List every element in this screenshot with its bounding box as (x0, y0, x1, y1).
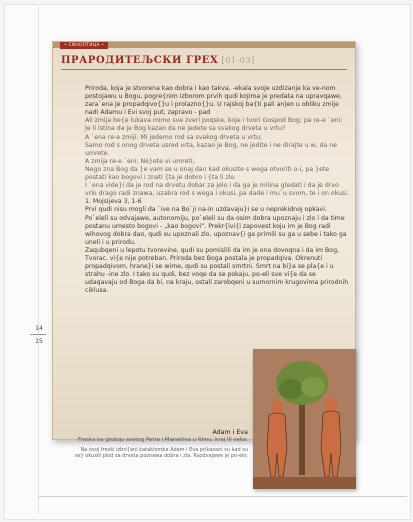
caption-description: Na ovoj freski izbri{ani kataklomba Adam i Eva prikazani su kad su ve} okusili plod sa drveta poznawa dobra i zla. Razdvajawe je po-elo. (74, 447, 248, 460)
paragraph: Priroda, koja je stvorena kao dobra i kao takva, -ekala svoje uzdizanje ka ve-nom postojawu u Bogu, pogre{nim izborom prvih qudi kojima je predata na upravqawe, zara`ena je propadqivo{}u i prolazno{}u. U rajskoj ba{ti pali an|eo u obliku zmije nadi Adamu i Evi svoj put, zapravo - pad (85, 85, 342, 117)
scripture-line: A zmija re-e `eni: Ne}ete vi umreti; (85, 157, 195, 165)
scripture-line: Nego zna Bog da }e vam se u onaj dan kad okusite s wega otvoriti o-i, pa }ete postati kao bogovi i znati {ta je dobro i {ta li zlo. (85, 165, 330, 182)
page-margin-rule (38, 6, 39, 514)
page-number-right: 15 (35, 338, 43, 345)
fresco-adam-eve-illustration (253, 349, 356, 489)
category-tag: • СИНОПТИЦА • (60, 42, 108, 49)
scripture-line: Ali zmija be{e lukava mimo sve zveri poqske, koje i tvori Gospod Bog; pa re-e `eni: Je li istina da je Bog kazao da ne jedete sa svakog drveta u vrtu? (85, 117, 343, 133)
page-number-divider (30, 334, 46, 335)
title-underline (61, 69, 347, 70)
scripture-citation: 1. Mojsijeva 3, 1-6 (85, 198, 142, 206)
article-title-text: ПРАРОДИТЕЉСКИ ГРЕХ (61, 55, 219, 66)
figure-caption (72, 429, 248, 460)
paragraph: Prvi qudi nisu mogli da `ive na Bo`ji na-in uzdavaju}i se u neprekidnoj opkavi. Po`eleli su odvajawe, autonomiju, po`eleli su da osim dobra upoznaju i zlo i da time postanu umesto bogovi - „kao bogovi“. Prekr{ivi{i zapovest koju im je Bog radi wihovog dobra dao, qudi su upoznali zlo, upoznav{i ga primili su ga u sebe i tako ga uneli i u prirodu. (85, 206, 347, 246)
scripture-line: Samo rod s onog drveta usred vrta, kazao je Bog, ne jedite i ne dirajte u w, da ne umrete. (85, 141, 337, 157)
paragraph: Zaqubqeni u lepotu tvorevine, qudi su pomislili da im je ona dovoqna i da im Bog, Tvorac, vi{e nije potreban. Priroda bez Boga postala je propadqiva. Okrenuti propadqivom, hrane}i se wime, qudi su postali smrtni. Smrt na bi}a se pla{e i u strahu -ine zlo. I tako su qudi, bez voqe da se pokaju, po-eli sve vi{e da se udaqavaju od Boga da bi, na kraju, ostali zarobqeni u sumornim krugovima prirodnih ciklusa. (85, 246, 349, 295)
caption-subtitle: Freska na grobqu svetog Petra i Marselina u Rimu, kraj III veka. (77, 437, 248, 443)
article-reference: [01-03] (221, 56, 255, 65)
article-body (85, 85, 349, 295)
fresco-image (253, 349, 356, 489)
page-number-left: 14 (35, 325, 43, 332)
page-bottom-rule (38, 496, 407, 497)
scripture-line: A `ena re-e zmiji: Mi jedemo rod sa svakog drveta u vrtu; (85, 133, 262, 141)
scripture-line: I `ena vide}i da je rod na drvetu dobar za jelo i da ga je milina gledati i da je drvo vrlo drago radi znawa, uzabra rod s wega i okusi, pa dade i mu`u svom, te i on okusi. (85, 182, 349, 198)
article-title (61, 55, 321, 66)
caption-title: Adam i Eva (212, 429, 248, 436)
